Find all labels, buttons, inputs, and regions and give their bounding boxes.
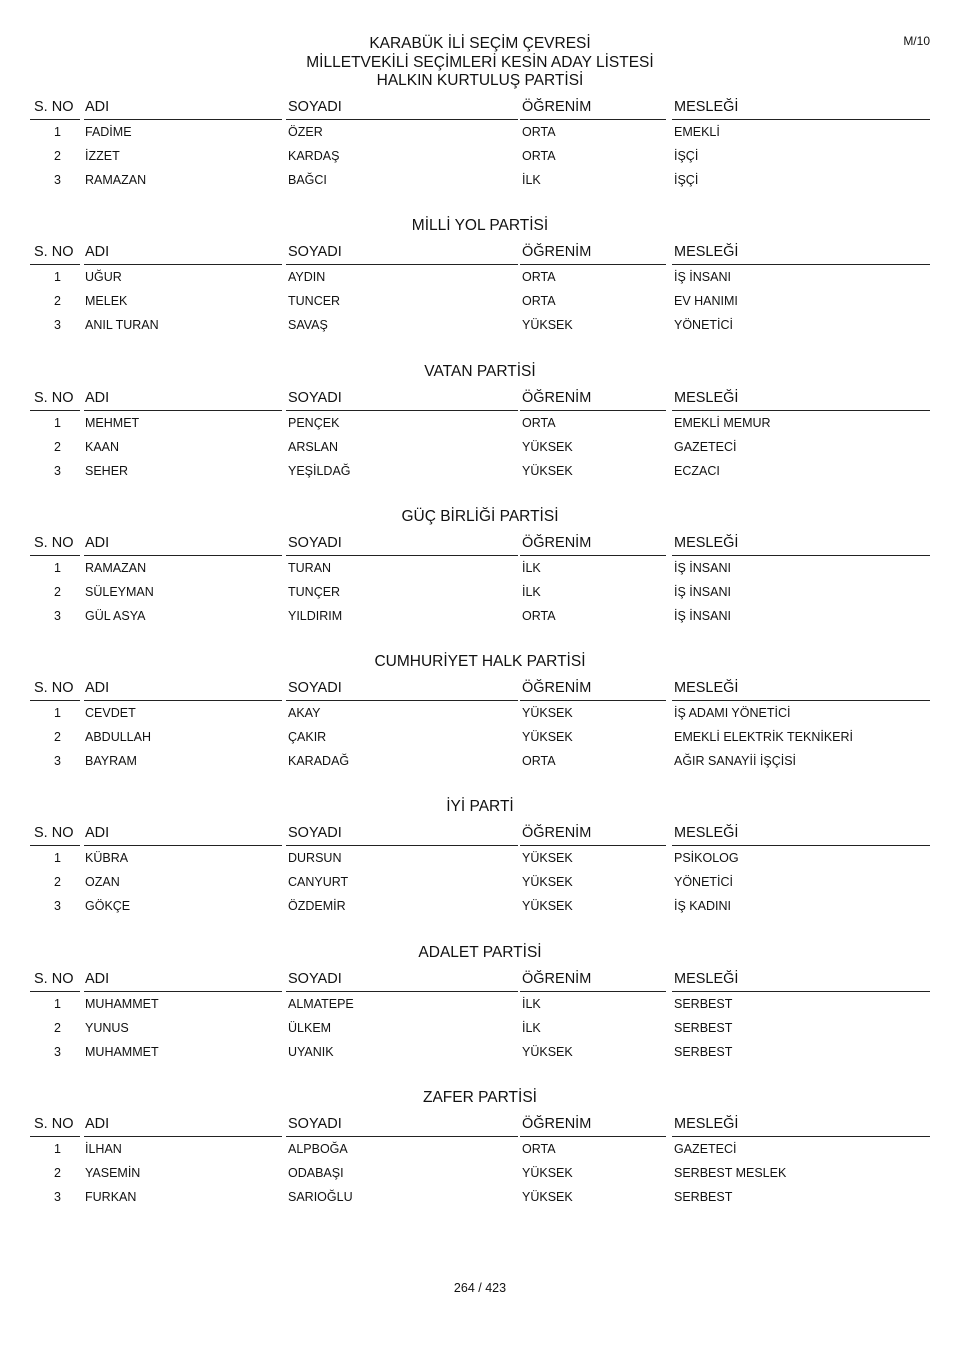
education: ORTA <box>522 754 556 769</box>
candidate-first-name: CEVDET <box>85 706 136 721</box>
education: İLK <box>522 173 541 187</box>
table-row <box>30 749 930 773</box>
row-number: 3 <box>54 1190 61 1205</box>
table-row <box>30 846 930 870</box>
row-number: 2 <box>54 294 61 309</box>
occupation: İŞ İNSANI <box>674 270 731 285</box>
column-header-name: ADI <box>85 99 110 115</box>
candidate-first-name: FADİME <box>85 125 132 139</box>
education: YÜKSEK <box>522 1166 573 1181</box>
column-header-row <box>30 968 930 992</box>
table-row <box>30 580 930 604</box>
candidate-first-name: KÜBRA <box>85 851 129 866</box>
column-header-no: S. NO <box>34 680 74 697</box>
row-number: 3 <box>54 173 61 187</box>
education: ORTA <box>522 415 556 430</box>
candidate-first-name: ANIL TURAN <box>85 318 159 333</box>
column-header-row <box>30 822 930 846</box>
education: İLK <box>522 996 541 1011</box>
education: YÜKSEK <box>522 318 573 333</box>
candidate-last-name: ÜLKEM <box>288 1020 332 1035</box>
occupation: GAZETECİ <box>674 1142 737 1157</box>
candidate-last-name: CANYURT <box>288 875 349 890</box>
candidate-first-name: MELEK <box>85 294 128 309</box>
column-header-occupation: MESLEĞİ <box>674 1116 739 1133</box>
party-name: ZAFER PARTİSİ <box>423 1089 537 1107</box>
occupation: SERBEST <box>674 1044 733 1059</box>
column-header-name: ADI <box>85 680 110 697</box>
table-row <box>30 313 930 337</box>
row-number: 3 <box>54 1044 61 1059</box>
table-row <box>30 870 930 894</box>
row-number: 1 <box>54 1142 61 1157</box>
occupation: EV HANIMI <box>674 294 738 309</box>
table-row <box>30 459 930 483</box>
occupation: İŞ İNSANI <box>674 560 731 575</box>
page-total: 423 <box>485 1281 507 1295</box>
document-header <box>0 34 960 72</box>
candidate-first-name: GÜL ASYA <box>85 608 146 623</box>
table-row <box>30 411 930 435</box>
occupation: EMEKLİ ELEKTRİK TEKNİKERİ <box>674 730 853 745</box>
education: İLK <box>522 584 541 599</box>
candidate-last-name: AYDIN <box>288 270 326 285</box>
row-number: 1 <box>54 125 61 139</box>
occupation: İŞ İNSANI <box>674 584 731 599</box>
column-header-surname: SOYADI <box>288 99 342 115</box>
occupation: ECZACI <box>674 463 720 478</box>
candidate-last-name: ALMATEPE <box>288 996 354 1011</box>
row-number: 1 <box>54 415 61 430</box>
candidate-first-name: MEHMET <box>85 415 140 430</box>
education: İLK <box>522 1020 541 1035</box>
candidate-first-name: KAAN <box>85 439 120 454</box>
candidate-last-name: ALPBOĞA <box>288 1142 348 1157</box>
occupation: SERBEST <box>674 996 733 1011</box>
column-header-education: ÖĞRENİM <box>522 970 592 987</box>
table-row <box>30 144 930 168</box>
education: İLK <box>522 560 541 575</box>
table-row <box>30 1161 930 1185</box>
column-header-surname: SOYADI <box>288 680 342 697</box>
table-row <box>30 265 930 289</box>
candidate-first-name: RAMAZAN <box>85 560 147 575</box>
party-name: GÜÇ BİRLİĞİ PARTİSİ <box>401 507 559 525</box>
candidate-lists <box>30 72 930 1258</box>
candidate-first-name: İLHAN <box>85 1142 122 1157</box>
row-number: 1 <box>54 706 61 721</box>
education: ORTA <box>522 270 556 285</box>
party-name: MİLLİ YOL PARTİSİ <box>411 217 549 235</box>
table-row <box>30 556 930 580</box>
education: ORTA <box>522 149 556 163</box>
education: YÜKSEK <box>522 1190 573 1205</box>
row-number: 2 <box>54 584 61 599</box>
education: YÜKSEK <box>522 463 573 478</box>
occupation: SERBEST <box>674 1020 733 1035</box>
candidate-last-name: BAĞCI <box>288 173 327 187</box>
candidate-first-name: BAYRAM <box>85 754 137 769</box>
education: YÜKSEK <box>522 851 573 866</box>
party-name: CUMHURİYET HALK PARTİSİ <box>374 653 586 671</box>
occupation: YÖNETİCİ <box>674 875 734 890</box>
occupation: İŞÇİ <box>674 173 699 187</box>
candidate-first-name: FURKAN <box>85 1190 137 1205</box>
page-separator: / <box>478 1281 486 1295</box>
candidate-first-name: YASEMİN <box>85 1166 141 1181</box>
occupation: AĞIR SANAYİİ İŞÇİSİ <box>674 754 797 769</box>
column-header-occupation: MESLEĞİ <box>674 389 739 406</box>
column-header-occupation: MESLEĞİ <box>674 680 739 697</box>
column-header-occupation: MESLEĞİ <box>674 825 739 842</box>
column-header-row <box>30 677 930 701</box>
column-header-education: ÖĞRENİM <box>522 1116 592 1133</box>
candidate-first-name: MUHAMMET <box>85 1044 159 1059</box>
column-header-education: ÖĞRENİM <box>522 825 592 842</box>
column-header-row <box>30 1113 930 1137</box>
candidate-first-name: SÜLEYMAN <box>85 584 154 599</box>
column-header-no: S. NO <box>34 389 74 406</box>
candidate-last-name: AKAY <box>288 706 321 721</box>
education: YÜKSEK <box>522 439 573 454</box>
candidate-last-name: SAVAŞ <box>288 318 328 333</box>
column-header-education: ÖĞRENİM <box>522 244 592 261</box>
occupation: SERBEST <box>674 1190 733 1205</box>
column-header-no: S. NO <box>34 970 74 987</box>
table-row <box>30 120 930 144</box>
party-name: VATAN PARTİSİ <box>424 362 536 380</box>
candidate-first-name: SEHER <box>85 463 129 478</box>
column-header-name: ADI <box>85 825 110 842</box>
row-number: 1 <box>54 851 61 866</box>
education: ORTA <box>522 125 556 139</box>
candidate-first-name: GÖKÇE <box>85 899 131 914</box>
table-row <box>30 289 930 313</box>
candidate-last-name: PENÇEK <box>288 415 340 430</box>
education: YÜKSEK <box>522 1044 573 1059</box>
row-number: 2 <box>54 1020 61 1035</box>
page-number: 264 <box>453 1281 475 1295</box>
column-header-name: ADI <box>85 970 110 987</box>
row-number: 3 <box>54 463 61 478</box>
column-header-no: S. NO <box>34 825 74 842</box>
candidate-last-name: ODABAŞI <box>288 1166 344 1181</box>
candidate-last-name: ARSLAN <box>288 439 339 454</box>
candidate-first-name: RAMAZAN <box>85 173 147 187</box>
candidate-first-name: OZAN <box>85 875 120 890</box>
column-header-row <box>30 96 930 120</box>
column-header-education: ÖĞRENİM <box>522 389 592 406</box>
table-row <box>30 1040 930 1064</box>
header-line-2: MİLLETVEKİLİ SEÇİMLERİ KESİN ADAY LİSTESİ <box>306 54 654 71</box>
column-header-education: ÖĞRENİM <box>522 534 592 551</box>
column-header-row <box>30 241 930 265</box>
candidate-first-name: MUHAMMET <box>85 996 159 1011</box>
candidate-first-name: UĞUR <box>85 270 122 285</box>
row-number: 1 <box>54 560 61 575</box>
table-row <box>30 992 930 1016</box>
header-line-1: KARABÜK İLİ SEÇİM ÇEVRESİ <box>369 35 591 52</box>
party-name: HALKIN KURTULUŞ PARTİSİ <box>376 72 584 89</box>
candidate-last-name: TURAN <box>288 560 332 575</box>
candidate-last-name: SARIOĞLU <box>288 1190 353 1205</box>
education: YÜKSEK <box>522 875 573 890</box>
table-row <box>30 701 930 725</box>
column-header-surname: SOYADI <box>288 534 342 551</box>
page-code: M/10 <box>903 34 930 48</box>
row-number: 3 <box>54 899 61 914</box>
candidate-last-name: DURSUN <box>288 851 342 866</box>
occupation: EMEKLİ MEMUR <box>674 415 771 430</box>
column-header-surname: SOYADI <box>288 389 342 406</box>
row-number: 3 <box>54 318 61 333</box>
party-name: ADALET PARTİSİ <box>418 943 542 961</box>
occupation: GAZETECİ <box>674 439 737 454</box>
candidate-last-name: UYANIK <box>288 1044 334 1059</box>
column-header-occupation: MESLEĞİ <box>674 534 739 551</box>
column-header-education: ÖĞRENİM <box>522 99 592 115</box>
row-number: 3 <box>54 754 61 769</box>
column-header-no: S. NO <box>34 244 74 261</box>
table-row <box>30 435 930 459</box>
candidate-last-name: YILDIRIM <box>288 608 343 623</box>
party-section <box>30 1089 930 1258</box>
candidate-last-name: ÖZDEMİR <box>288 899 346 914</box>
occupation: YÖNETİCİ <box>674 318 734 333</box>
candidate-first-name: YUNUS <box>85 1020 129 1035</box>
table-row <box>30 1185 930 1209</box>
row-number: 1 <box>54 270 61 285</box>
candidate-last-name: KARDAŞ <box>288 149 340 163</box>
column-header-occupation: MESLEĞİ <box>674 99 739 115</box>
education: YÜKSEK <box>522 706 573 721</box>
column-header-occupation: MESLEĞİ <box>674 244 739 261</box>
row-number: 2 <box>54 149 61 163</box>
party-name: İYİ PARTİ <box>446 798 514 816</box>
candidate-last-name: KARADAĞ <box>288 754 350 769</box>
education: ORTA <box>522 1142 556 1157</box>
candidate-last-name: YEŞİLDAĞ <box>288 463 351 478</box>
candidate-last-name: TUNÇER <box>288 584 341 599</box>
candidate-last-name: TUNCER <box>288 294 341 309</box>
column-header-row <box>30 532 930 556</box>
row-number: 2 <box>54 875 61 890</box>
occupation: EMEKLİ <box>674 125 720 139</box>
column-header-name: ADI <box>85 244 110 261</box>
occupation: İŞ KADINI <box>674 899 731 914</box>
column-header-name: ADI <box>85 389 110 406</box>
occupation: İŞ ADAMI YÖNETİCİ <box>674 706 791 721</box>
column-header-occupation: MESLEĞİ <box>674 970 739 987</box>
candidate-last-name: ÖZER <box>288 125 323 139</box>
candidate-first-name: ABDULLAH <box>85 730 151 745</box>
row-number: 2 <box>54 1166 61 1181</box>
column-header-name: ADI <box>85 1116 110 1133</box>
education: YÜKSEK <box>522 730 573 745</box>
table-row <box>30 604 930 628</box>
education: YÜKSEK <box>522 899 573 914</box>
column-header-surname: SOYADI <box>288 1116 342 1133</box>
table-row <box>30 725 930 749</box>
column-header-education: ÖĞRENİM <box>522 680 592 697</box>
table-row <box>30 894 930 918</box>
column-header-name: ADI <box>85 534 110 551</box>
occupation: SERBEST MESLEK <box>674 1166 787 1181</box>
column-header-no: S. NO <box>34 1116 74 1133</box>
table-row <box>30 1016 930 1040</box>
occupation: İŞ İNSANI <box>674 608 731 623</box>
education: ORTA <box>522 294 556 309</box>
row-number: 2 <box>54 730 61 745</box>
candidate-last-name: ÇAKIR <box>288 730 327 745</box>
table-row <box>30 1137 930 1161</box>
column-header-surname: SOYADI <box>288 244 342 261</box>
row-number: 1 <box>54 996 61 1011</box>
education: ORTA <box>522 608 556 623</box>
row-number: 3 <box>54 608 61 623</box>
column-header-surname: SOYADI <box>288 970 342 987</box>
occupation: PSİKOLOG <box>674 851 739 866</box>
column-header-row <box>30 387 930 411</box>
column-header-no: S. NO <box>34 534 74 551</box>
occupation: İŞÇİ <box>674 149 699 163</box>
row-number: 2 <box>54 439 61 454</box>
table-row <box>30 168 930 192</box>
column-header-no: S. NO <box>34 99 74 115</box>
column-header-surname: SOYADI <box>288 825 342 842</box>
page-footer <box>0 1281 960 1295</box>
candidate-first-name: İZZET <box>85 149 120 163</box>
